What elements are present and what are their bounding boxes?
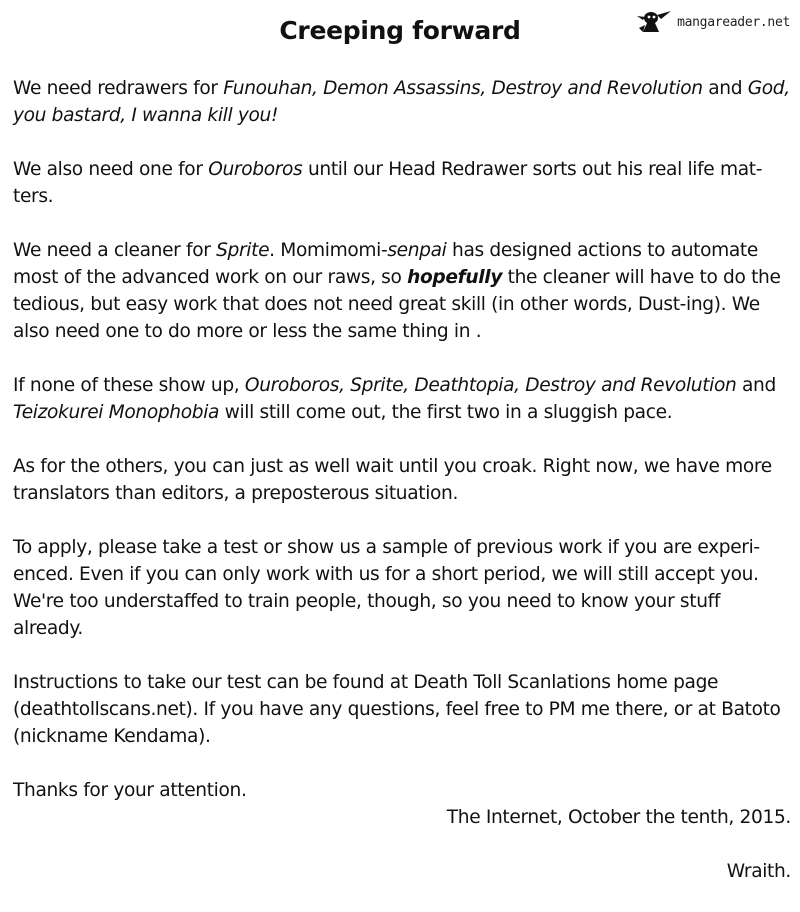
- page-title: Creeping forward: [279, 16, 521, 45]
- text-run: We need redrawers for: [13, 78, 224, 99]
- paragraph-apply: To apply, please take a test or show us a sample of previous work if you are experi-enced. Even if you can only work with us for a short period, we will still accept you. We're too understaffed to train people, though, so you need to know your stuff already.: [13, 537, 760, 639]
- series-title: Ouroboros: [208, 159, 303, 180]
- text-run: has designed actions to automate most of the advanced work on our raws, so: [13, 240, 758, 288]
- signoff-name: Wraith.: [726, 861, 791, 882]
- honorific: senpai: [387, 240, 447, 261]
- text-run: If none of these show up,: [13, 375, 245, 396]
- emphasis: hopefully: [407, 267, 503, 288]
- text-run: the cleaner will have to do the tedious, but easy work that does not need great skill (in other words, Dust-ing). We also need one to do more or less the same thing in .: [13, 267, 781, 342]
- paragraph-thanks: Thanks for your attention.: [13, 780, 247, 801]
- text-run: We also need one for: [13, 159, 209, 180]
- paragraph-cleaner: [13, 237, 791, 345]
- text-run: and: [702, 78, 748, 99]
- announcement-body: [13, 75, 791, 912]
- series-title: Teizokurei Monophobia: [13, 402, 220, 423]
- series-title: God, you bastard, I wanna kill you!: [13, 78, 790, 126]
- signoff-date: The Internet, October the tenth, 2015.: [446, 807, 791, 828]
- text-run: We need a cleaner for: [13, 240, 217, 261]
- paragraph-ouroboros: [13, 156, 791, 210]
- watermark-text: mangareader.net: [677, 14, 790, 30]
- text-run: until our Head Redrawer sorts out his real life mat-ters.: [13, 159, 763, 207]
- paragraph-instructions: Instructions to take our test can be found at Death Toll Scanlations home page (deathtollscans.net). If you have any questions, feel free to PM me there, or at Batoto (nickname Kendama).: [13, 672, 781, 747]
- watermark: [631, 8, 790, 36]
- series-titles: Ouroboros, Sprite, Deathtopia, Destroy and Revolution: [244, 375, 737, 396]
- ninja-logo-icon: [631, 8, 675, 36]
- series-title: Sprite: [216, 240, 270, 261]
- series-titles: Funouhan, Demon Assassins, Destroy and Revolution: [223, 78, 703, 99]
- paragraph-redrawers: [13, 75, 791, 129]
- text-run: . Momimomi-: [269, 240, 388, 261]
- text-run: will still come out, the first two in a sluggish pace.: [219, 402, 673, 423]
- text-run: and: [736, 375, 776, 396]
- paragraph-none-show-up: [13, 372, 791, 426]
- paragraph-others: As for the others, you can just as well wait until you croak. Right now, we have more translators than editors, a preposterous situation.: [13, 456, 772, 504]
